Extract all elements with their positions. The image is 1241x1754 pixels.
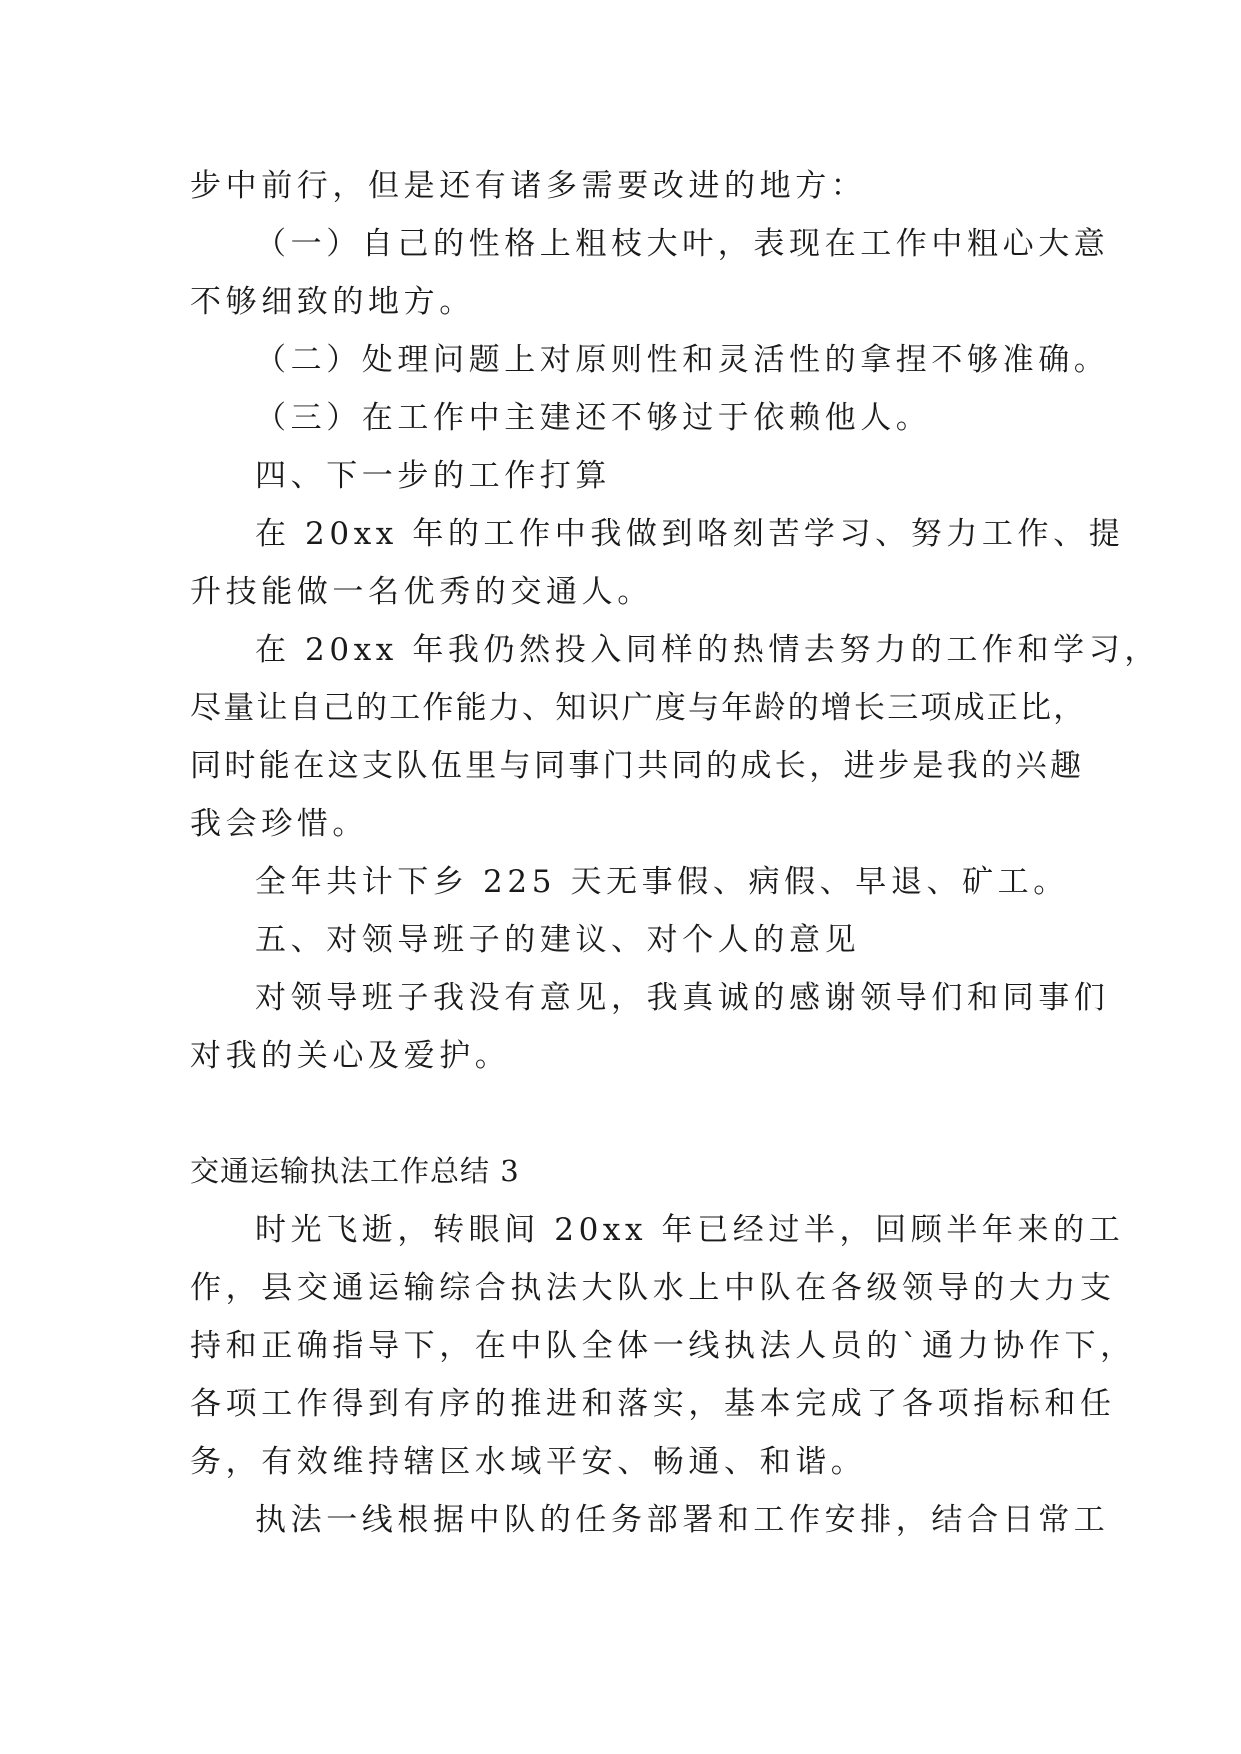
text-line: （三）在工作中主建还不够过于依赖他人。 [255,400,932,436]
text-line: 尽量让自己的工作能力、知识广度与年龄的增长三项成正比， [190,690,1087,726]
heading-line: 五、对领导班子的建议、对个人的意见 [255,922,861,958]
section-title: 交通运输执法工作总结 3 [190,1154,520,1188]
text-line: （二）处理问题上对原则性和灵活性的拿捏不够准确。 [255,342,1110,378]
text-line: 作，县交通运输综合执法大队水上中队在各级领导的大力支 [190,1270,1116,1306]
text-line: 我会珍惜。 [190,806,368,842]
text-line: 务，有效维持辖区水域平安、畅通、和谐。 [190,1444,867,1480]
text-line: 在 20xx 年的工作中我做到咯刻苦学习、努力工作、提 [255,516,1125,552]
text-line: 各项工作得到有序的推进和落实，基本完成了各项指标和任 [190,1386,1116,1422]
text-line: 时光飞逝，转眼间 20xx 年已经过半，回顾半年来的工 [255,1212,1125,1248]
text-line: 同时能在这支队伍里与同事门共同的成长，进步是我的兴趣 [190,748,1085,784]
text-line: 对我的关心及爱护。 [190,1038,511,1074]
text-line: 步中前行，但是还有诸多需要改进的地方： [190,168,867,204]
text-line: 持和正确指导下，在中队全体一线执法人员的`通力协作下， [190,1328,1136,1364]
text-line: 对领导班子我没有意见，我真诚的感谢领导们和同事们 [255,980,1110,1016]
text-line: （一）自己的性格上粗枝大叶，表现在工作中粗心大意 [255,226,1110,262]
text-line: 全年共计下乡 225 天无事假、病假、早退、矿工。 [255,864,1069,900]
text-line: 不够细致的地方。 [190,284,475,320]
text-line: 升技能做一名优秀的交通人。 [190,574,653,610]
text-line: 执法一线根据中队的任务部署和工作安排，结合日常工 [255,1502,1110,1538]
text-line: 在 20xx 年我仍然投入同样的热情去努力的工作和学习， [255,632,1160,668]
heading-line: 四、下一步的工作打算 [255,458,611,494]
